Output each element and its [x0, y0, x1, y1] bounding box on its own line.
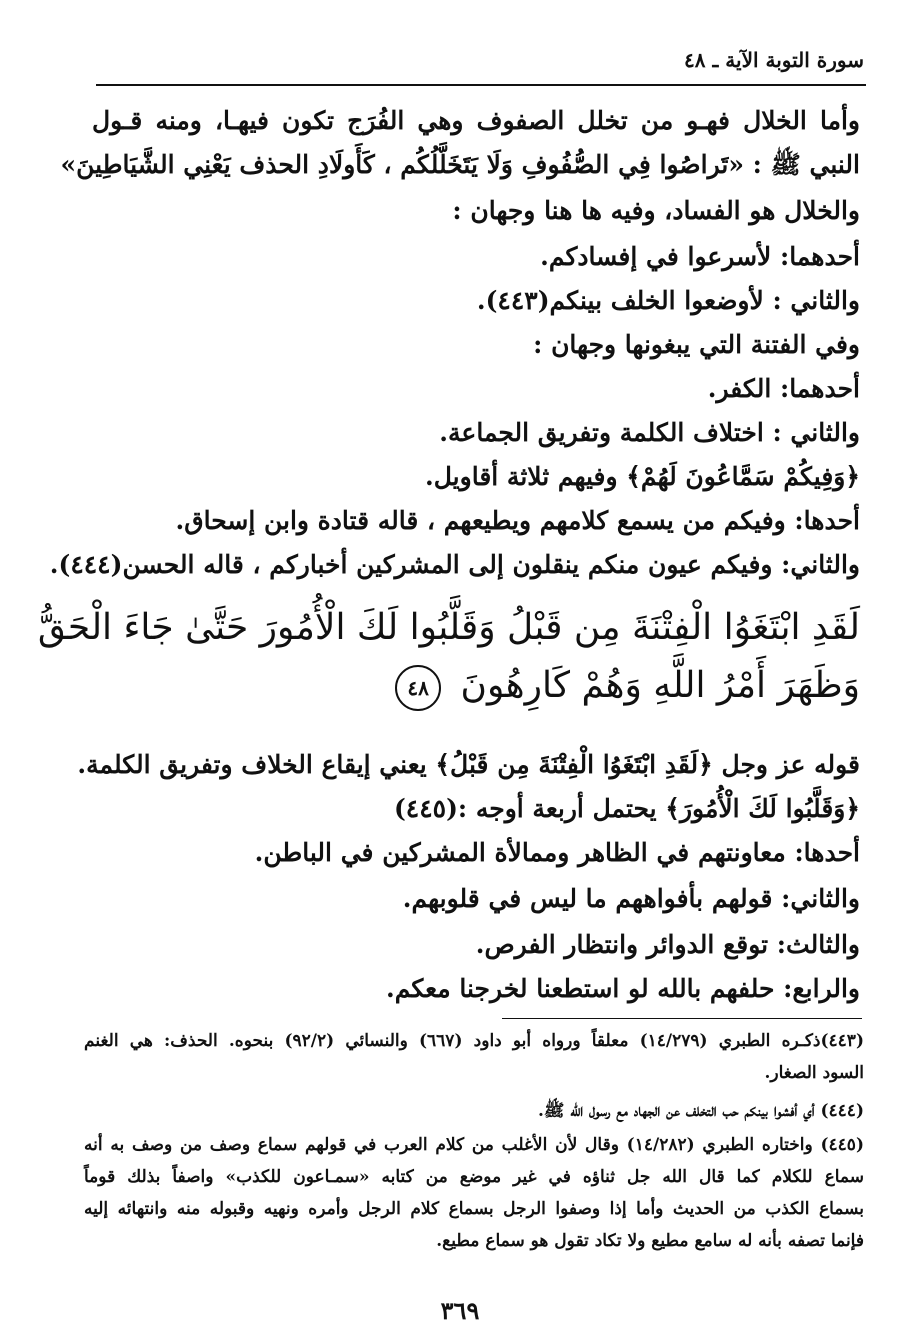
footnote-divider — [502, 1018, 862, 1019]
commentary-line: ﴿وَقَلَّبُوا لَكَ الْأُمُورَ﴾ يحتمل أربعة أوجه :(٤٤٥) — [393, 794, 860, 823]
quran-verse-text: وَظَهَرَ أَمْرُ اللَّهِ وَهُمْ كَارِهُونَ — [460, 665, 860, 706]
commentary-line: والثاني: قولهم بأفواههم ما ليس في قلوبهم. — [402, 884, 860, 913]
footnote-line: السود الصغار. — [764, 1063, 864, 1083]
body-line: والخلال هو الفساد، وفيه ها هنا وجهان : — [452, 196, 860, 225]
body-line: وأما الخلال فهـو من تخلل الصفوف وهي الفُرَج تكون فيهـا، ومنه قـول — [92, 106, 860, 135]
footnote-line: فإنما تصفه بأنه له سامع مطيع ولا تكاد تقول هو سماع مطيع. — [436, 1231, 864, 1251]
quran-verse-line: لَقَدِ ابْتَغَوُا الْفِتْنَةَ مِن قَبْلُ وَقَلَّبُوا لَكَ الْأُمُورَ حَتَّىٰ جَاءَ الْحَقُّ — [37, 607, 860, 648]
footnote-line: (٤٤٤) أي أفشوا بينكم حب التخلف عن الجهاد مع رسول الله ﷺ. — [538, 1101, 864, 1121]
body-line: والثاني : لأوضعوا الخلف بينكم(٤٤٣). — [476, 286, 860, 315]
body-line: والثاني : اختلاف الكلمة وتفريق الجماعة. — [439, 418, 860, 447]
body-line: والثاني: وفيكم عيون منكم ينقلون إلى المشركين أخباركم ، قاله الحسن(٤٤٤). — [49, 550, 860, 579]
body-line: أحدهما: الكفر. — [707, 374, 860, 403]
verse-number-ornament-icon: ٤٨ — [395, 665, 441, 711]
body-line: ﴿وَفِيكُمْ سَمَّاعُونَ لَهُمْ﴾ وفيهم ثلاثة أقاويل. — [425, 462, 860, 491]
commentary-line: والرابع: حلفهم بالله لو استطعنا لخرجنا معكم. — [386, 974, 860, 1003]
commentary-line: أحدها: معاونتهم في الظاهر وممالأة المشركين في الباطن. — [254, 838, 860, 867]
footnote-line: (٤٤٥) واختاره الطبري (١٤/٢٨٢) وقال لأن الأغلب من كلام العرب في قولهم سماع وصف من وصف به أنه — [84, 1135, 864, 1155]
commentary-line: قوله عز وجل ﴿لَقَدِ ابْتَغَوُا الْفِتْنَةَ مِن قَبْلُ﴾ يعني إيقاع الخلاف وتفريق الكلمة. — [77, 750, 860, 779]
body-line: أحدها: وفيكم من يسمع كلامهم ويطيعهم ، قاله قتادة وابن إسحاق. — [175, 506, 860, 535]
header-divider — [96, 84, 866, 86]
quran-verse-line — [100, 658, 860, 714]
footnote-line: سماع للكلام كما قال الله جل ثناؤه في غير موضع من كتابه «سمـاعون للكذب» واصفاً بذلك قوماً — [84, 1167, 864, 1187]
body-line: أحدهما: لأسرعوا في إفسادكم. — [540, 242, 860, 271]
body-line: وفي الفتنة التي يبغونها وجهان : — [533, 330, 860, 359]
page-number: ٣٦٩ — [440, 1296, 480, 1325]
body-line: النبي ﷺ : «تَراصُوا فِي الصُّفُوفِ وَلَا يَتَخَلَّلُكُم ، كَأَولَادِ الحذف يَعْنِي الشَّيَاطِينَ» — [60, 150, 860, 179]
running-header: سورة التوبة الآية ـ ٤٨ — [684, 48, 864, 72]
footnote-line: بسماع الكذب من الحديث وأما إذا وصفوا الرجل بسماع كلام الرجل وأمره ونهيه وقبوله منه وانتهائه إليه — [84, 1199, 864, 1219]
commentary-line: والثالث: توقع الدوائر وانتظار الفرص. — [475, 930, 860, 959]
footnote-line: (٤٤٣)ذكـره الطبري (١٤/٢٧٩) معلقاً ورواه أبو داود (٦٦٧) والنسائي (٩٢/٢) بنحوه. الحذف: هي الغنم — [84, 1031, 864, 1051]
